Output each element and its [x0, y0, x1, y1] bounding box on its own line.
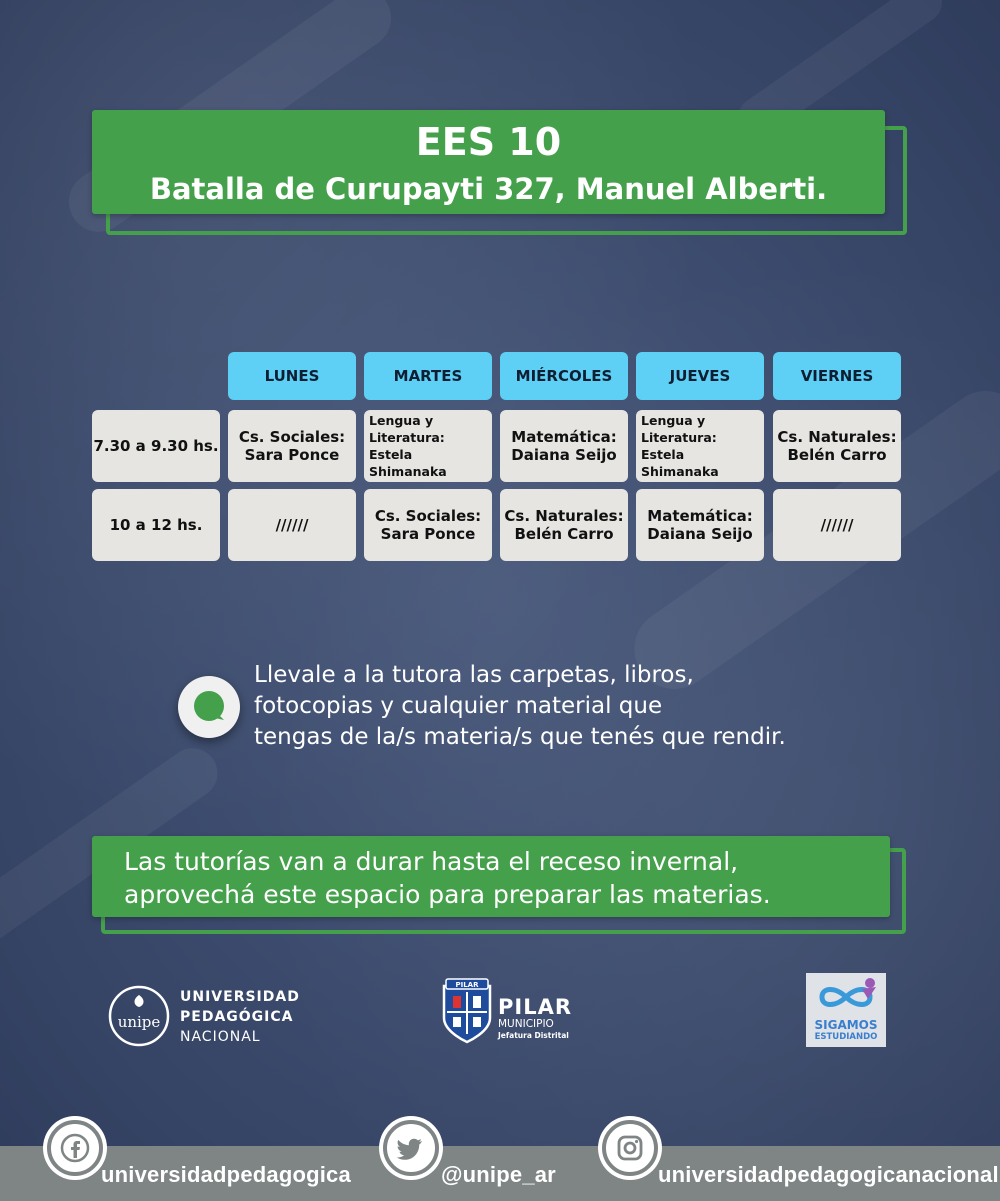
unipe-emblem-icon [108, 985, 174, 1047]
pilar-sub: MUNICIPIO [498, 1018, 554, 1030]
infinity-icon [810, 975, 882, 1017]
note-line: Las tutorías van a durar hasta el receso invernal, [124, 847, 739, 876]
time-slot: 10 a 12 hs. [92, 489, 220, 561]
unipe-line: UNIVERSIDAD [180, 989, 300, 1005]
sigamos-estudiando-logo [806, 973, 886, 1047]
class-cell: Matemática: Daiana Seijo [636, 489, 764, 561]
tip-text [254, 660, 786, 753]
header-banner [92, 110, 885, 214]
chat-bubble-icon [178, 676, 240, 738]
chat-bubble-glyph [178, 676, 240, 738]
school-address: Batalla de Curupayti 327, Manuel Alberti. [149, 172, 828, 206]
instagram-icon[interactable] [602, 1120, 658, 1176]
school-title: EES 10 [415, 120, 562, 164]
note-line: aprovechá este espacio para preparar las materias. [124, 880, 771, 909]
twitter-handle[interactable]: @unipe_ar [441, 1162, 556, 1187]
day-header: VIERNES [773, 352, 901, 400]
tip-line: fotocopias y cualquier material que [254, 693, 663, 719]
unipe-name [180, 987, 300, 1047]
instagram-handle[interactable]: universidadpedagogicanacional [658, 1162, 999, 1187]
class-cell: Cs. Sociales: Sara Ponce [228, 410, 356, 482]
note-text [124, 845, 771, 911]
unipe-line: NACIONAL [180, 1029, 261, 1045]
time-slot: 7.30 a 9.30 hs. [92, 410, 220, 482]
twitter-icon[interactable] [383, 1120, 439, 1176]
class-cell: Cs. Naturales: Belén Carro [500, 489, 628, 561]
pilar-name: PILAR [498, 995, 573, 1019]
facebook-icon[interactable] [47, 1120, 103, 1176]
sigamos-line2: ESTUDIANDO [814, 1032, 878, 1042]
class-cell: ////// [228, 489, 356, 561]
facebook-glyph [60, 1133, 90, 1163]
pilar-sub2: Jefatura Distrital [498, 1031, 569, 1040]
unipe-mark: unipe [117, 1013, 161, 1031]
tip-line: Llevale a la tutora las carpetas, libros, [254, 662, 694, 688]
day-header: MARTES [364, 352, 492, 400]
class-cell: Matemática: Daiana Seijo [500, 410, 628, 482]
class-cell: Cs. Sociales: Sara Ponce [364, 489, 492, 561]
instagram-glyph [615, 1133, 645, 1163]
pilar-crest-icon [438, 978, 496, 1044]
facebook-handle[interactable]: universidadpedagogica [101, 1162, 351, 1187]
sigamos-line1: SIGAMOS [814, 1018, 878, 1032]
class-cell: Lengua y Literatura: Estela Shimanaka [364, 410, 492, 482]
class-cell: ////// [773, 489, 901, 561]
pilar-crest-label: PILAR [455, 981, 479, 989]
day-header: MIÉRCOLES [500, 352, 628, 400]
day-header: LUNES [228, 352, 356, 400]
class-cell: Cs. Naturales: Belén Carro [773, 410, 901, 482]
class-cell: Lengua y Literatura: Estela Shimanaka [636, 410, 764, 482]
twitter-glyph [396, 1133, 426, 1163]
tip-line: tengas de la/s materia/s que tenés que rendir. [254, 724, 786, 750]
day-header: JUEVES [636, 352, 764, 400]
unipe-line: PEDAGÓGICA [180, 1009, 294, 1025]
